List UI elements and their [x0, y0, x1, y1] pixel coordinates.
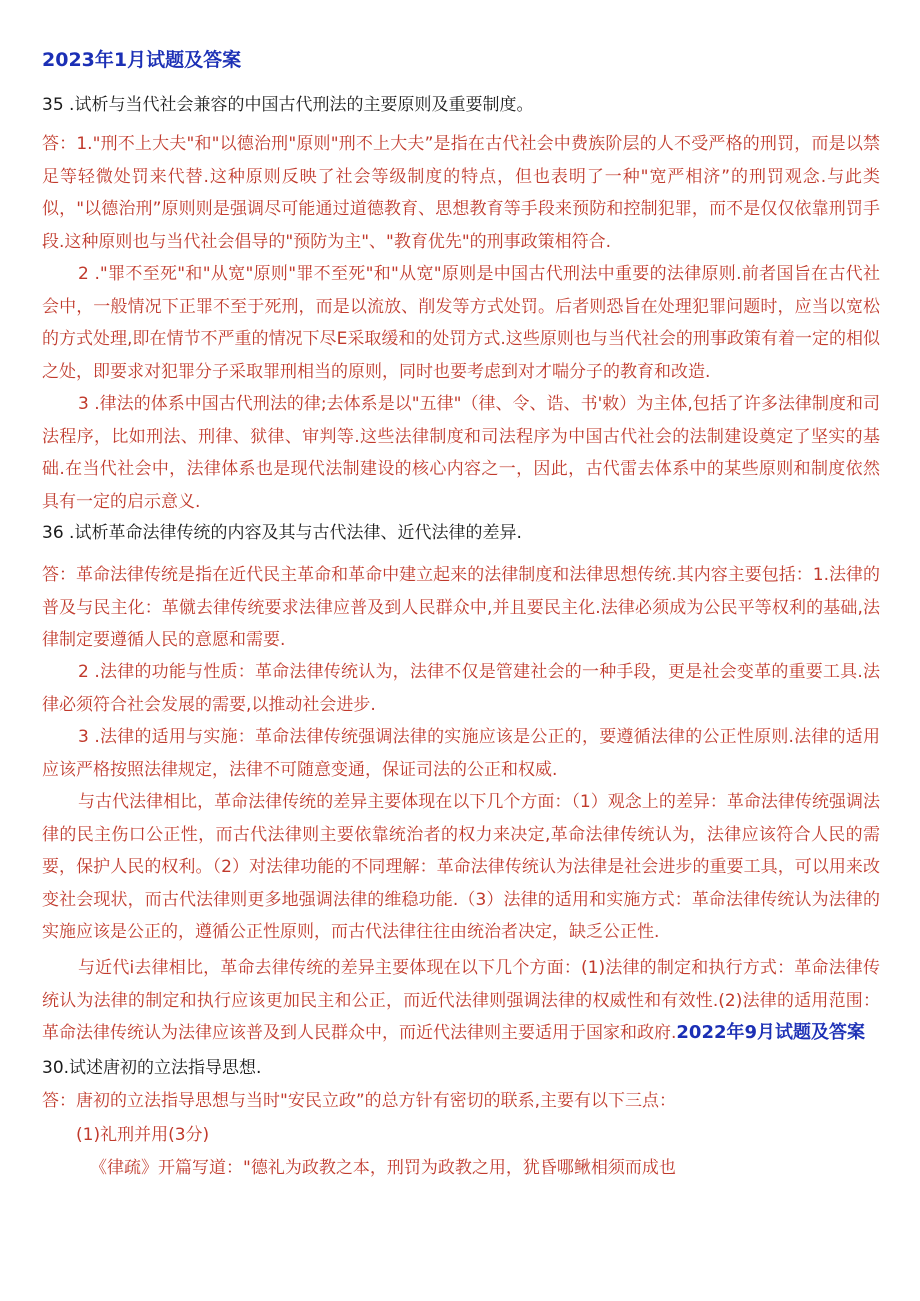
answer-36-paragraph-5	[42, 952, 880, 1050]
answer-30-quote: 《律疏》开篇写道："德礼为政教之本，刑罚为政教之用，犹昏哪鳅相须而成也	[90, 1158, 676, 1178]
answer-35-paragraph-3: 3 .律法的体系中国古代刑法的律;去体系是以"五律"（律、令、诰、书'敕）为主体,包括了许多法律制度和司法程序，比如刑法、刑律、狱律、审判等.这些法律制度和司法程序为中国古代社会的法制建设奠定了坚实的基础.在当代社会中，法律体系也是现代法制建设的核心内容之一，因此，古代雷去体系中的某些原则和制度依然具有一定的启示意义.	[42, 394, 880, 512]
answer-30-point-1: (1)礼刑并用(3分)	[76, 1125, 210, 1145]
answer-36-paragraph-3: 3 .法律的适用与实施：革命法律传统强调法律的实施应该是公正的，要遵循法律的公正性原则.法律的适用应该严格按照法律规定，法律不可随意变通，保证司法的公正和权威.	[42, 727, 880, 780]
answer-35-paragraph-1: 答：1."刑不上大夫"和"以德治刑"原则"刑不上大夫”是指在古代社会中费族阶层的人不受严格的刑罚，而是以禁足等轻微处罚来代替.这种原则反映了社会等级制度的特点，但也表明了一种"宽严相济”的刑罚观念.与此类似，"以德治刑”原则则是强调尽可能通过道德教育、思想教育等手段来预防和控制犯罪，而不是仅仅依靠刑罚手段.这种原则也与当代社会倡导的"预防为主"、"教育优先"的刑事政策相符合.	[42, 134, 880, 252]
section-heading-2022: 2022年9月试题及答案	[676, 1022, 866, 1043]
answer-36-paragraph-2: 2 .法律的功能与性质：革命法律传统认为，法律不仅是管建社会的一种手段，更是社会变革的重要工具.法律必须符合社会发展的需要,以推动社会进步.	[42, 662, 880, 715]
answer-35-paragraph-2: 2 ."罪不至死"和"从宽"原则"罪不至死"和"从宽"原则是中国古代刑法中重要的法律原则.前者国旨在古代社会中，一般情况下正罪不至于死刑，而是以流放、削发等方式处罚。后者则恐旨在处理犯罪问题时，应当以宽松的方式处理,即在情节不严重的情况下尽E采取缓和的处罚方式.这些原则也与当代社会的刑事政策有着一定的相似之处，即要求对犯罪分子采取罪刑相当的原则，同时也要考虑到对才喘分子的教育和改造.	[42, 264, 880, 382]
section-heading-2023: 2023年1月试题及答案	[42, 49, 242, 71]
question-30: 30.试述唐初的立法指导思想.	[42, 1058, 262, 1078]
answer-30-intro: 答：唐初的立法指导思想与当时"安民立政”的总方针有密切的联系,主要有以下三点：	[42, 1091, 677, 1111]
answer-36-paragraph-4: 与古代法律相比，革命法律传统的差异主要体现在以下几个方面：（1）观念上的差异：革命法律传统强调法律的民主伤口公正性，而古代法律则主要依靠统治者的权力来决定,革命法律传统认为，法律应该符合人民的需要，保护人民的权利。（2）对法律功能的不同理解：革命法律传统认为法律是社会进步的重要工具，可以用来改变社会现状，而古代法律则更多地强调法律的维稳功能.（3）法律的适用和实施方式：革命法律传统认为法律的实施应该是公正的，遵循公正性原则，而古代法律往往由统治者决定，缺乏公正性.	[42, 792, 880, 942]
answer-36-paragraph-5-text: 与近代i去律相比，革命去律传统的差异主要体现在以下几个方面：(1)法律的制定和执行方式：革命法律传统认为法律的制定和执行应该更加民主和公正，而近代法律则强调法律的权威性和有效性.(2)法律的适用范围：革命法律传统认为法律应该普及到人民群众中，而近代法律则主要适用于国家和政府.	[42, 958, 880, 1043]
question-36: 36 .试析革命法律传统的内容及其与古代法律、近代法律的差异.	[42, 523, 522, 543]
question-35: 35 .试析与当代社会兼容的中国古代刑法的主要原则及重要制度。	[42, 95, 534, 115]
answer-36-paragraph-1: 答：革命法律传统是指在近代民主革命和革命中建立起来的法律制度和法律思想传统.其内容主要包括：1.法律的普及与民主化：革僦去律传统要求法律应普及到人民群众中,并且要民主化.法律必须成为公民平等权利的基础,法律制定要遵循人民的意愿和需要.	[42, 565, 880, 650]
